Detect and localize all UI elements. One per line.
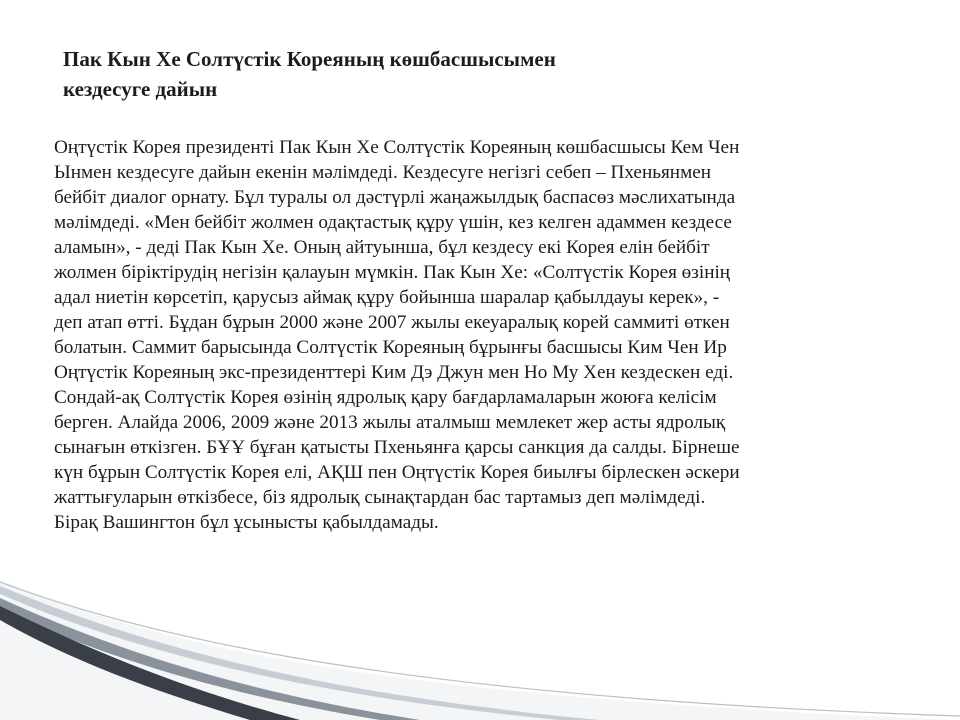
slide-title-line-1: Пак Кын Хе Солтүстік Кореяның көшбасшысымен bbox=[63, 47, 556, 71]
stripe-dark bbox=[0, 606, 300, 720]
body-line: жолмен біріктірудің негізін қалауын мүмкін. Пак Кын Хе: «Солтүстік Корея өзінің bbox=[54, 262, 731, 283]
body-line: Оңтүстік Кореяның экс-президенттері Ким Дэ Джун мен Но Му Хен кездескен еді. bbox=[54, 362, 734, 383]
body-line: күн бұрын Солтүстік Корея елі, АҚШ пен Оңтүстік Корея биылғы бірлескен әскери bbox=[54, 462, 740, 483]
body-line: Оңтүстік Корея президенті Пак Кын Хе Солтүстік Кореяның көшбасшысы Кем Чен bbox=[54, 137, 740, 158]
body-line: мәлімдеді. «Мен бейбіт жолмен одақтастық құру үшін, кез келген адаммен кездесе bbox=[54, 212, 732, 233]
stripe-shadow bbox=[0, 580, 960, 720]
stripe-mid bbox=[0, 598, 420, 720]
stripe-light bbox=[0, 586, 600, 720]
body-line: Сондай-ақ Солтүстік Корея өзінің ядролық қару бағдарламаларын жоюға келісім bbox=[54, 387, 717, 408]
slide-title-line-2: кездесуге дайын bbox=[63, 77, 218, 101]
body-line: бейбіт диалог орнату. Бұл туралы ол дәстүрлі жаңажылдық баспасөз мәслихатында bbox=[54, 187, 736, 208]
body-line: болатын. Саммит барысында Солтүстік Кореяның бұрынғы басшысы Ким Чен Ир bbox=[54, 337, 727, 358]
body-line: Ынмен кездесуге дайын екенін мәлімдеді. Кездесуге негізгі себеп – Пхеньянмен bbox=[54, 162, 711, 183]
body-line: Бірақ Вашингтон бұл ұсынысты қабылдамады. bbox=[54, 512, 439, 533]
body-line: жаттығуларын өткізбесе, біз ядролық сынақтардан бас тартамыз деп мәлімдеді. bbox=[54, 487, 706, 508]
body-line: аламын», - деді Пак Кын Хе. Оның айтуынша, бұл кездесу екі Корея елін бейбіт bbox=[54, 237, 710, 258]
body-line: адал ниетін көрсетіп, қарусыз аймақ құру бойынша шаралар қабылдауы керек», - bbox=[54, 287, 720, 308]
slide-title bbox=[63, 44, 763, 104]
body-line: берген. Алайда 2006, 2009 және 2013 жылы аталмыш мемлекет жер асты ядролық bbox=[54, 412, 726, 433]
article-body bbox=[54, 135, 924, 535]
corner-stripe-decoration bbox=[0, 580, 960, 720]
stripe-thin-line bbox=[0, 582, 960, 716]
body-line: деп атап өтті. Бұдан бұрын 2000 және 2007 жылы екеуаралық корей саммиті өткен bbox=[54, 312, 730, 333]
body-line: сынағын өткізген. БҰҰ бұған қатысты Пхеньянға қарсы санкция да салды. Бірнеше bbox=[54, 437, 740, 458]
